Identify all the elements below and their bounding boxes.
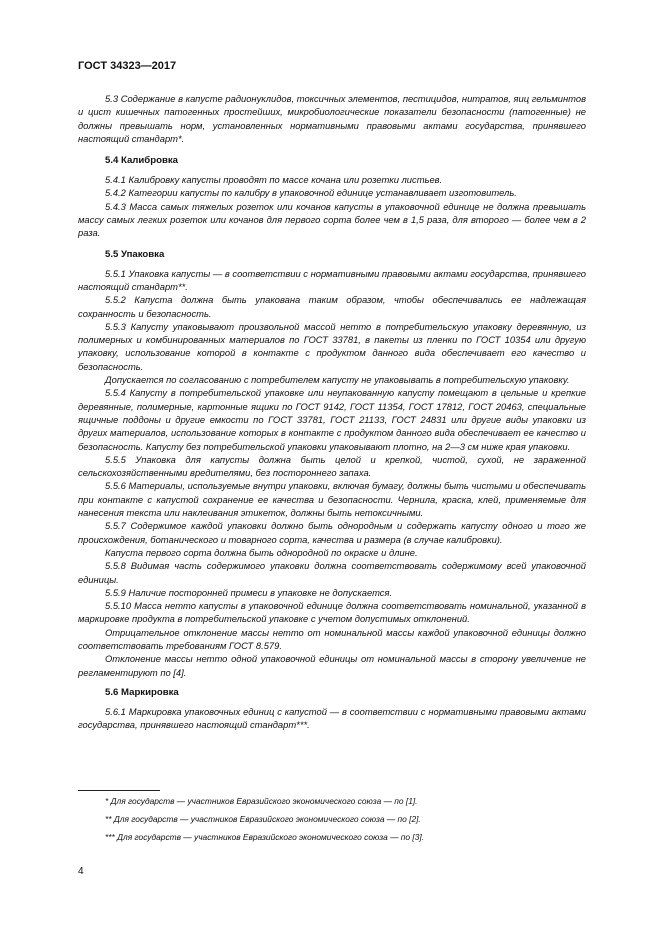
footnote-2: ** Для государств — участников Евразийского экономического союза — по [2]. — [105, 814, 421, 824]
footnotes — [78, 795, 586, 849]
paragraph-5-5-3-note: Допускается по согласованию с потребителем капусту не упаковывать в потребительскую упаковку. — [105, 374, 570, 386]
paragraph-5-5-4: 5.5.4 Капусту в потребительской упаковке или неупакованную капусту помещают в цельные и крепкие деревянные, полимерные, картонные ящики по ГОСТ 9142, ГОСТ 11354, ГОСТ 17812, ГОСТ 20463, специальные ящичные поддоны и другие емкости по ГОСТ 33781, ГОСТ 21133, ГОСТ 24831 или другие виды упаковки из других материалов, использование которых в контакте с продуктом данного вида обеспечивает ее качество и безопасность. Капусту без потребительской упаковки упаковывают плотно, на 2—3 см ниже края упаковки. — [78, 387, 586, 452]
paragraph-5-5-10-note2: Отклонение массы нетто одной упаковочной единицы от номинальной массы в сторону увеличение не регламентируют по [4]. — [78, 653, 586, 678]
paragraph-5-5-8: 5.5.8 Видимая часть содержимого упаковки должна соответствовать содержимому всей упаковочной единицы. — [78, 560, 586, 585]
footnote-3: *** Для государств — участников Евразийского экономического союза — по [3]. — [105, 832, 425, 842]
section-heading-packaging: 5.5 Упаковка — [105, 248, 165, 260]
paragraph-5-3: 5.3 Содержание в капусте радионуклидов, токсичных элементов, пестицидов, нитратов, яиц гельминтов и цист кишечных патогенных простейших, микробиологические показатели безопасности (патогенные) не должны превышать норм, установленных нормативными правовыми актами государства, принявшего настоящий стандарт*. — [78, 93, 586, 144]
paragraph-5-4-2: 5.4.2 Категории капусты по калибру в упаковочной единице устанавливает изготовитель. — [105, 187, 517, 199]
paragraph-5-5-7: 5.5.7 Содержимое каждой упаковки должно быть однородным и содержать капусту одного и того же происхождения, ботанического и товарного сорта, качества и размера (в случае калибровки). — [78, 520, 586, 545]
paragraph-5-5-6: 5.5.6 Материалы, используемые внутри упаковки, включая бумагу, должны быть чистыми и обеспечивать при контакте с капустой сохранение ее качества и безопасности. Чернила, краска, клей, применяемые для нанесения текста или наклеивания этикеток, должны быть нетоксичными. — [78, 480, 586, 519]
paragraph-5-5-7-note: Капуста первого сорта должна быть однородной по окраске и длине. — [105, 546, 418, 558]
paragraph-5-5-10-note1: Отрицательное отклонение массы нетто от номинальной массы каждой упаковочной единицы должно соответствовать требованиям ГОСТ 8.579. — [78, 626, 586, 651]
paragraph-5-5-10: 5.5.10 Масса нетто капусты в упаковочной единице должна соответствовать номинальной, указанной в маркировке продукта в потребительской упаковке с учетом допустимых отклонений. — [78, 600, 586, 625]
paragraph-5-5-1: 5.5.1 Упаковка капусты — в соответствии с нормативными правовыми актами государства, принявшего настоящий стандарт**. — [78, 267, 586, 292]
paragraph-5-5-9: 5.5.9 Наличие посторонней примеси в упаковке не допускается. — [105, 586, 393, 598]
section-heading-marking: 5.6 Маркировка — [105, 686, 179, 698]
paragraph-5-4-3: 5.4.3 Масса самых тяжелых розеток или кочанов капусты в упаковочной единице не должна превышать массу самых легких розеток или кочанов для первого сорта более чем в 1,5 раза, для второго — более чем в 2 раза. — [78, 200, 586, 239]
paragraph-5-6-1: 5.6.1 Маркировка упаковочных единиц с капустой — в соответствии с нормативными правовыми актами государства, принявшего настоящий стандарт***. — [78, 705, 586, 731]
paragraph-5-5-5: 5.5.5 Упаковка для капусты должна быть целой и крепкой, чистой, сухой, не зараженной сельскохозяйственными вредителями, без постороннего запаха. — [78, 453, 586, 479]
document-body — [78, 92, 586, 731]
section-heading-calibration: 5.4 Калибровка — [105, 155, 178, 167]
footnote-1: * Для государств — участников Евразийского экономического союза — по [1]. — [105, 796, 418, 806]
document-header: ГОСТ 34323—2017 — [78, 60, 177, 72]
paragraph-5-5-2: 5.5.2 Капуста должна быть упакована таким образом, чтобы обеспечивались ее надлежащая сохранность и безопасность. — [78, 294, 586, 319]
paragraph-5-4-1: 5.4.1 Калибровку капусты проводят по массе кочана или розетки листьев. — [105, 174, 443, 186]
paragraph-5-5-3: 5.5.3 Капусту упаковывают произвольной массой нетто в потребительскую упаковку деревянную, из полимерных и комбинированных материалов по ГОСТ 33781, в пакеты из пленки по ГОСТ 10354 или другую упаковку, использование которой в контакте с продуктом данного вида обеспечивает его качество и безопасность. — [78, 320, 586, 372]
page-number: 4 — [78, 866, 84, 877]
footnote-divider — [78, 790, 160, 791]
